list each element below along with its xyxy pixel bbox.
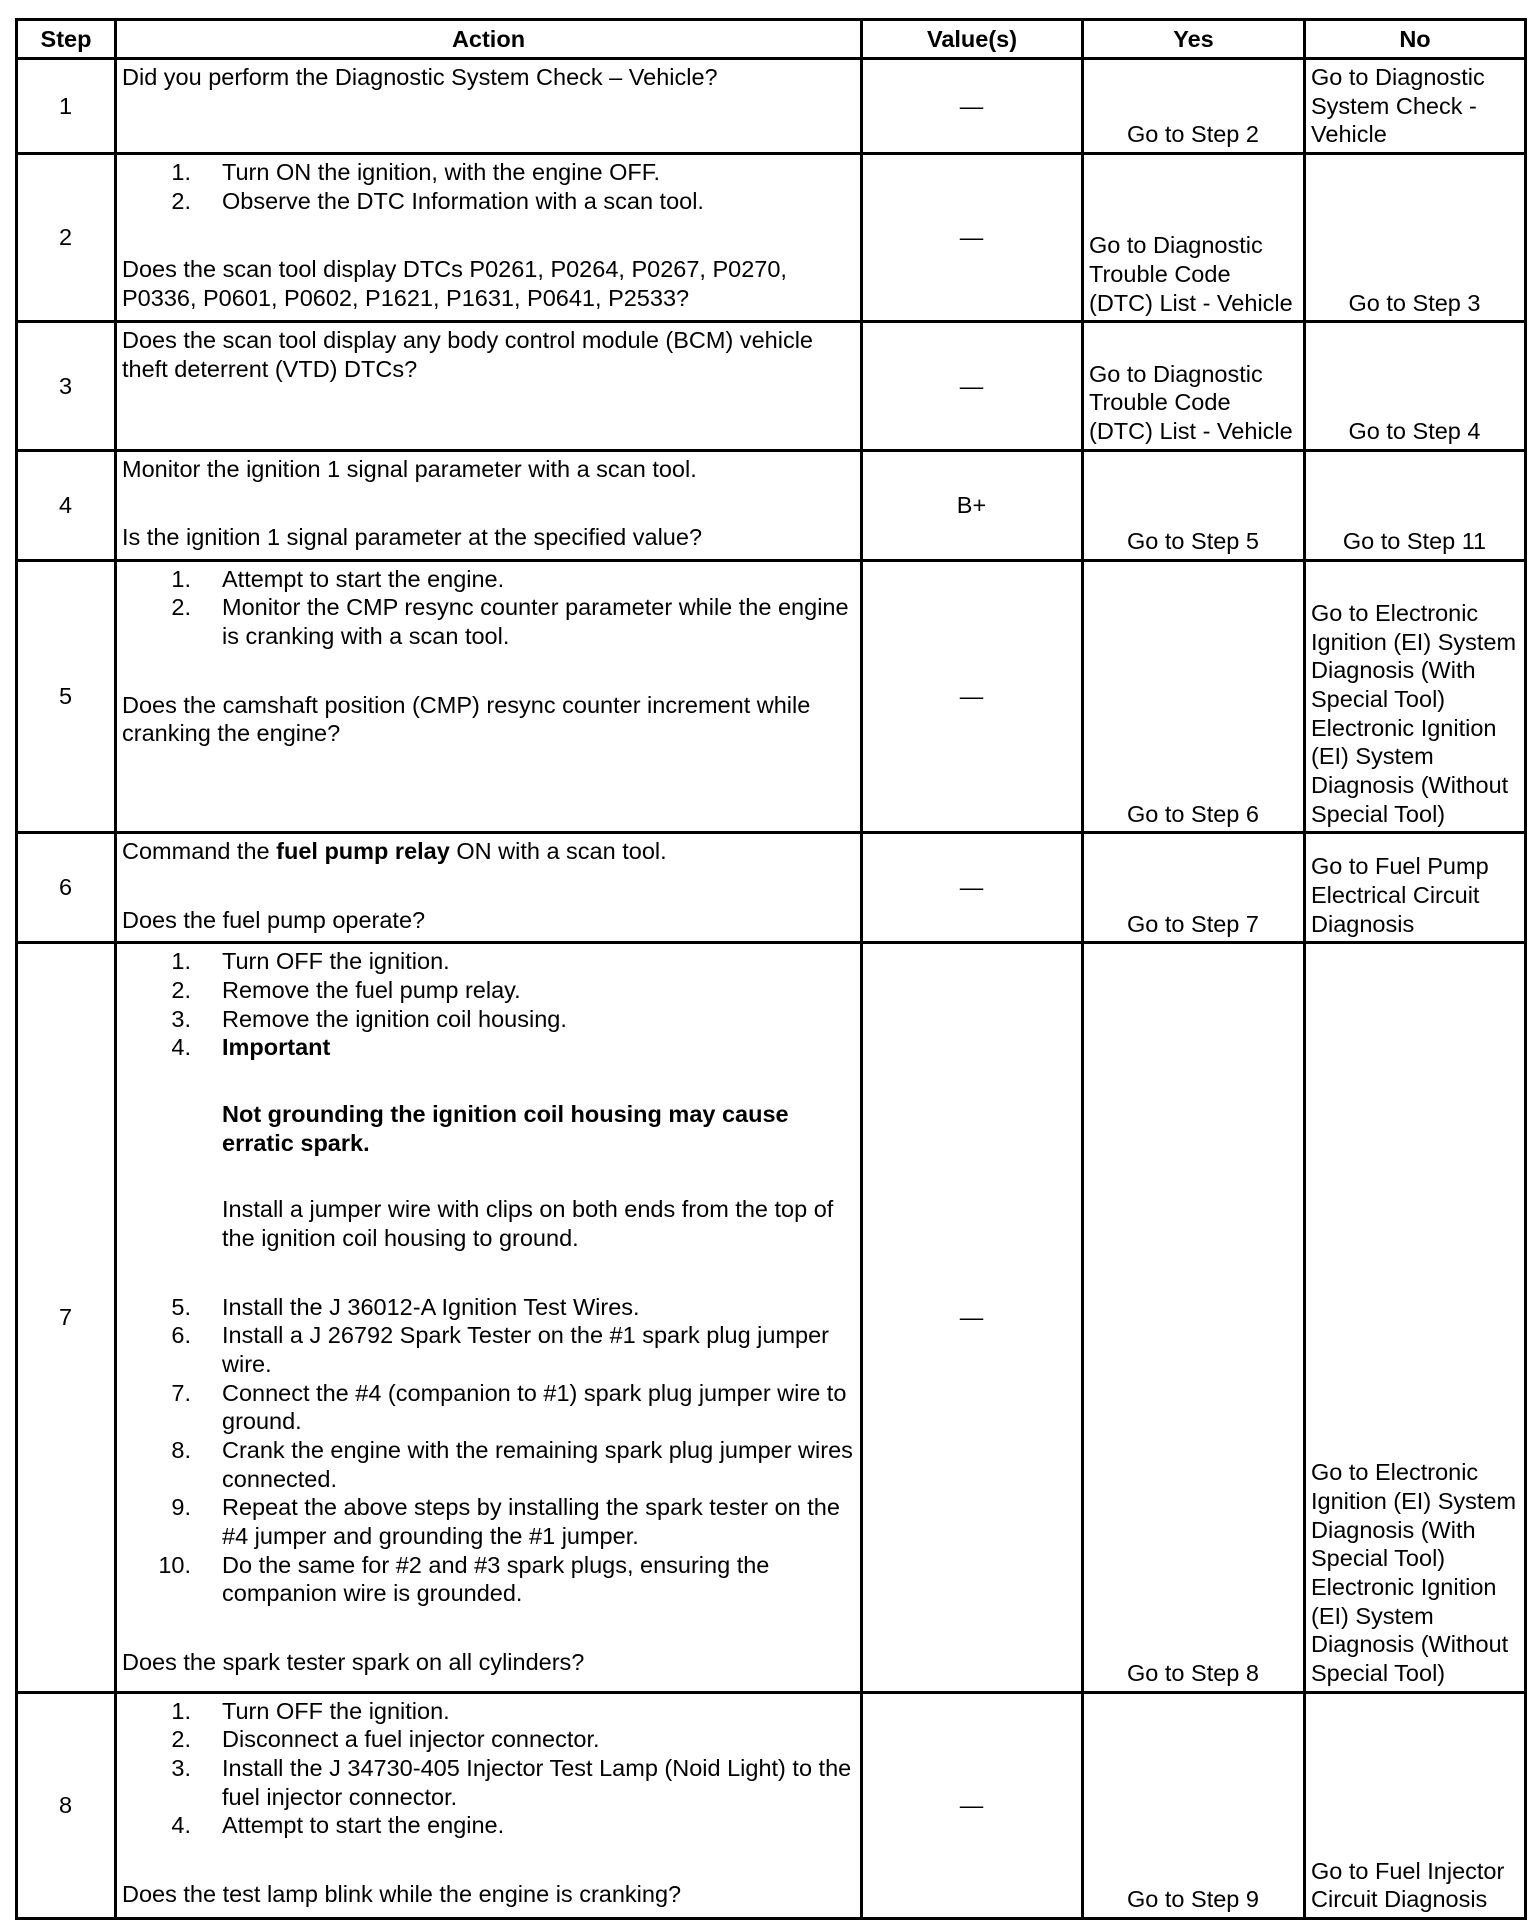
value-cell: B+ xyxy=(862,450,1083,560)
value-cell: — xyxy=(862,154,1083,322)
list-item: 2. Disconnect a fuel injector connector. xyxy=(171,1726,600,1753)
question-text: Does the scan tool display DTCs P0261, P0264, P0267, P0270, P0336, P0601, P0602, P1621, P1631, P0641, P2533? xyxy=(122,256,787,312)
list-item: 2. Monitor the CMP resync counter parameter while the engine is cranking with a scan tool. xyxy=(171,594,849,650)
action-cell xyxy=(116,59,862,154)
question-text: Does the camshaft position (CMP) resync counter increment while cranking the engine? xyxy=(122,691,811,747)
yes-link[interactable]: Go to Step 2 xyxy=(1083,59,1305,154)
instruction-text: Monitor the ignition 1 signal parameter with a scan tool. xyxy=(122,455,697,482)
table-row xyxy=(17,833,1526,943)
question-text: Does the spark tester spark on all cylinders? xyxy=(122,1648,585,1675)
action-cell xyxy=(116,833,862,943)
no-link[interactable]: Go to Electronic Ignition (EI) System Diagnosis (With Special Tool) Electronic Ignition (EI) System Diagnosis (Without Special Tool) xyxy=(1305,560,1526,832)
step-number: 1 xyxy=(17,59,116,154)
list-item: 4. Important Not grounding the ignition coil housing may cause erratic spark. Install a jumper wire with clips on both ends from the top of the ignition coil housing to ground. xyxy=(122,1033,854,1252)
list-item: 1. Turn OFF the ignition. xyxy=(171,1697,450,1724)
step-number: 5 xyxy=(17,560,116,832)
table-row xyxy=(17,154,1526,322)
step-number: 3 xyxy=(17,322,116,450)
list-item: 3. Install the J 34730-405 Injector Test Lamp (Noid Light) to the fuel injector connector. xyxy=(171,1754,852,1810)
list-item: 2. Remove the fuel pump relay. xyxy=(171,977,521,1004)
instruction-list xyxy=(122,1697,854,1840)
header-row xyxy=(17,20,1526,59)
yes-link[interactable]: Go to Step 7 xyxy=(1083,833,1305,943)
step-number: 6 xyxy=(17,833,116,943)
action-cell xyxy=(116,450,862,560)
header-yes: Yes xyxy=(1083,20,1305,59)
list-item: 4. Attempt to start the engine. xyxy=(171,1812,505,1839)
table-row xyxy=(17,943,1526,1692)
value-cell: — xyxy=(862,59,1083,154)
list-item: 8. Crank the engine with the remaining spark plug jumper wires connected. xyxy=(171,1436,853,1492)
instruction-list xyxy=(122,565,854,651)
yes-link[interactable]: Go to Diagnostic Trouble Code (DTC) List - Vehicle xyxy=(1083,154,1305,322)
question-text: Does the scan tool display any body control module (BCM) vehicle theft deterrent (VTD) DTCs? xyxy=(122,327,813,383)
table-row xyxy=(17,450,1526,560)
no-link[interactable]: Go to Step 4 xyxy=(1305,322,1526,450)
diagnostic-table xyxy=(15,18,1527,1920)
no-link[interactable]: Go to Step 3 xyxy=(1305,154,1526,322)
instruction-list xyxy=(122,158,854,215)
instruction-text: Command the fuel pump relay ON with a scan tool. xyxy=(122,838,667,865)
table-row xyxy=(17,560,1526,832)
list-item: 9. Repeat the above steps by installing the spark tester on the #4 jumper and grounding the #1 jumper. xyxy=(171,1494,840,1549)
step-number: 7 xyxy=(17,943,116,1692)
value-cell: — xyxy=(862,833,1083,943)
header-value: Value(s) xyxy=(862,20,1083,59)
action-cell xyxy=(116,1692,862,1918)
no-link[interactable]: Go to Step 11 xyxy=(1305,450,1526,560)
no-link[interactable]: Go to Diagnostic System Check - Vehicle xyxy=(1305,59,1526,154)
table-row xyxy=(17,59,1526,154)
action-cell xyxy=(116,154,862,322)
list-item: 1. Turn ON the ignition, with the engine OFF. xyxy=(171,159,661,186)
yes-link[interactable]: Go to Step 5 xyxy=(1083,450,1305,560)
header-action: Action xyxy=(116,20,862,59)
no-link[interactable]: Go to Electronic Ignition (EI) System Diagnosis (With Special Tool) Electronic Ignition (EI) System Diagnosis (Without Special Tool) xyxy=(1305,943,1526,1692)
value-cell: — xyxy=(862,1692,1083,1918)
instruction-list xyxy=(122,947,854,1607)
important-text: Install a jumper wire with clips on both ends from the top of the ignition coil housing to ground. xyxy=(222,1196,834,1251)
question-text: Does the fuel pump operate? xyxy=(122,906,426,933)
question-text: Did you perform the Diagnostic System Check – Vehicle? xyxy=(122,64,718,90)
important-label: Important xyxy=(222,1034,331,1061)
no-link[interactable]: Go to Fuel Injector Circuit Diagnosis xyxy=(1305,1692,1526,1918)
list-item: 6. Install a J 26792 Spark Tester on the #1 spark plug jumper wire. xyxy=(171,1322,830,1377)
step-number: 2 xyxy=(17,154,116,322)
header-step: Step xyxy=(17,20,116,59)
yes-link[interactable]: Go to Step 6 xyxy=(1083,560,1305,832)
important-warning: Not grounding the ignition coil housing may cause erratic spark. xyxy=(222,1100,789,1156)
list-item: 1. Attempt to start the engine. xyxy=(171,565,505,592)
list-item: 3. Remove the ignition coil housing. xyxy=(171,1005,567,1032)
list-item: 1. Turn OFF the ignition. xyxy=(171,948,450,975)
header-no: No xyxy=(1305,20,1526,59)
step-number: 4 xyxy=(17,450,116,560)
value-cell: — xyxy=(862,943,1083,1692)
yes-link[interactable]: Go to Step 8 xyxy=(1083,943,1305,1692)
table-row xyxy=(17,322,1526,450)
list-item: 5. Install the J 36012-A Ignition Test Wires. xyxy=(171,1293,640,1320)
action-cell xyxy=(116,322,862,450)
action-cell xyxy=(116,560,862,832)
table-row xyxy=(17,1692,1526,1918)
value-cell: — xyxy=(862,560,1083,832)
action-cell xyxy=(116,943,862,1692)
step-number: 8 xyxy=(17,1692,116,1918)
question-text: Is the ignition 1 signal parameter at the specified value? xyxy=(122,524,703,551)
question-text: Does the test lamp blink while the engine is cranking? xyxy=(122,1880,682,1907)
list-item: 2. Observe the DTC Information with a scan tool. xyxy=(171,187,704,214)
list-item: 10. Do the same for #2 and #3 spark plugs, ensuring the companion wire is grounded. xyxy=(158,1551,770,1607)
yes-link[interactable]: Go to Diagnostic Trouble Code (DTC) List - Vehicle xyxy=(1083,322,1305,450)
list-item: 7. Connect the #4 (companion to #1) spark plug jumper wire to ground. xyxy=(171,1379,847,1435)
value-cell: — xyxy=(862,322,1083,450)
no-link[interactable]: Go to Fuel Pump Electrical Circuit Diagnosis xyxy=(1305,833,1526,943)
yes-link[interactable]: Go to Step 9 xyxy=(1083,1692,1305,1918)
